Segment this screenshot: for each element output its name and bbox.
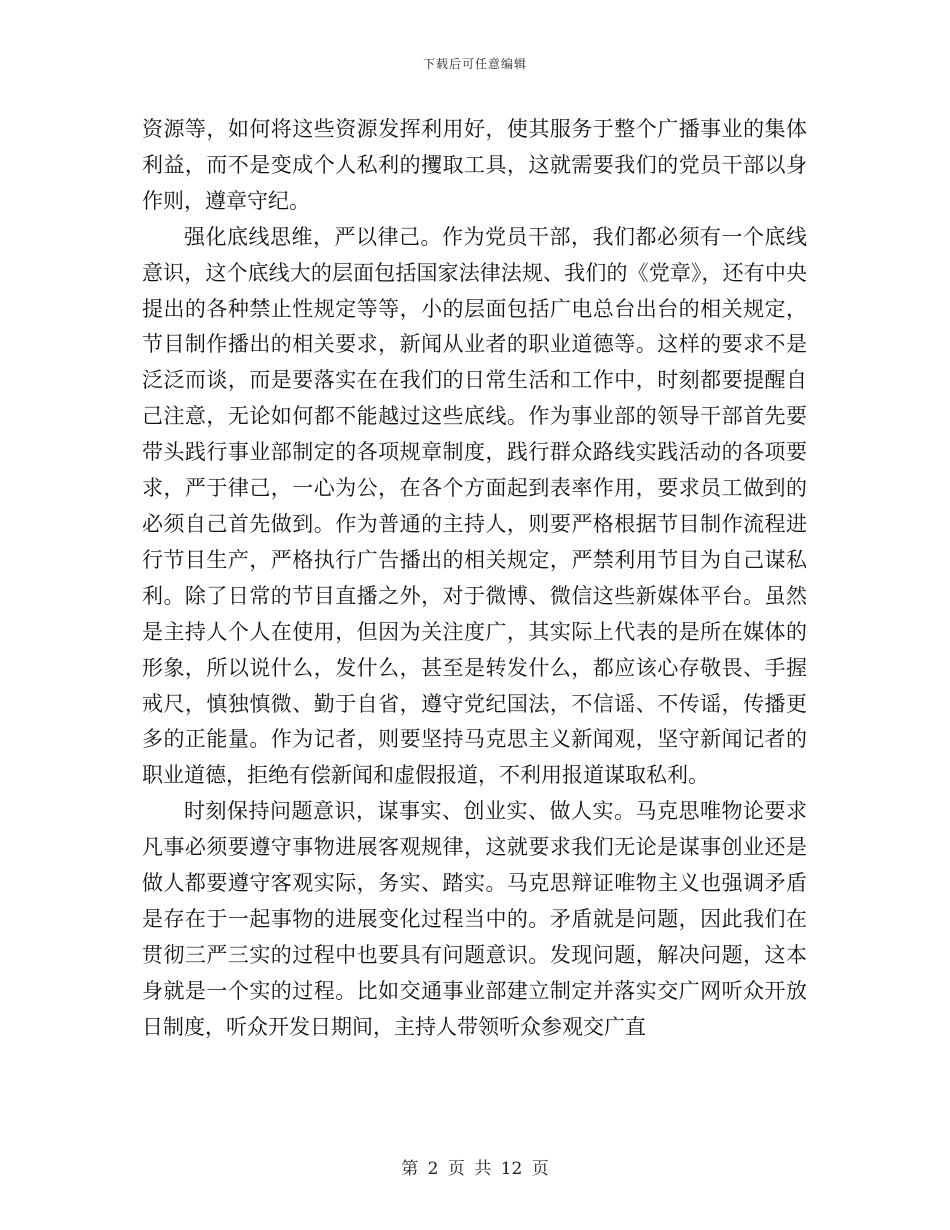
page-number-footer: 第 2 页 共 12 页 xyxy=(401,1159,549,1179)
paragraph-2: 强化底线思维，严以律己。作为党员干部，我们都必须有一个底线意识，这个底线大的层面包括国家法律法规、我们的《党章》，还有中央提出的各种禁止性规定等等，小的层面包括广电总台出台的相关规定，节目制作播出的相关要求，新闻从业者的职业道德等。这样的要求不是泛泛而谈，而是要落实在在我们的日常生活和工作中，时刻都要提醒自己注意，无论如何都不能越过这些底线。作为事业部的领导干部首先要带头践行事业部制定的各项规章制度，践行群众路线实践活动的各项要求，严于律己，一心为公，在各个方面起到表率作用，要求员工做到的必须自己首先做到。作为普通的主持人，则要严格根据节目制作流程进行节目生产，严格执行广告播出的相关规定，严禁利用节目为自己谋私利。除了日常的节目直播之外，对于微博、微信这些新媒体平台。虽然是主持人个人在使用，但因为关注度广，其实际上代表的是所在媒体的形象，所以说什么，发什么，甚至是转发什么，都应该心存敬畏、手握戒尺，慎独慎微、勤于自省，遵守党纪国法，不信谣、不传谣，传播更多的正能量。作为记者，则要坚持马克思主义新闻观，坚守新闻记者的职业道德，拒绝有偿新闻和虚假报道，不利用报道谋取私利。 xyxy=(142,224,807,788)
paragraph-3: 时刻保持问题意识，谋事实、创业实、做人实。马克思唯物论要求凡事必须要遵守事物进展客观规律，这就要求我们无论是谋事创业还是做人都要遵守客观实际，务实、踏实。马克思辩证唯物主义也强调矛盾是存在于一起事物的进展变化过程当中的。矛盾就是问题，因此我们在贯彻三严三实的过程中也要具有问题意识。发现问题，解决问题，这本身就是一个实的过程。比如交通事业部建立制定并落实交广网听众开放日制度，听众开发日期间，主持人带领听众参观交广直 xyxy=(142,799,807,1039)
paragraph-1: 资源等，如何将这些资源发挥利用好，使其服务于整个广播事业的集体利益，而不是变成个人私利的攫取工具，这就需要我们的党员干部以身作则，遵章守纪。 xyxy=(142,117,807,213)
page-header-note: 下载后可任意编辑 xyxy=(422,57,527,71)
document-body xyxy=(142,112,807,1046)
